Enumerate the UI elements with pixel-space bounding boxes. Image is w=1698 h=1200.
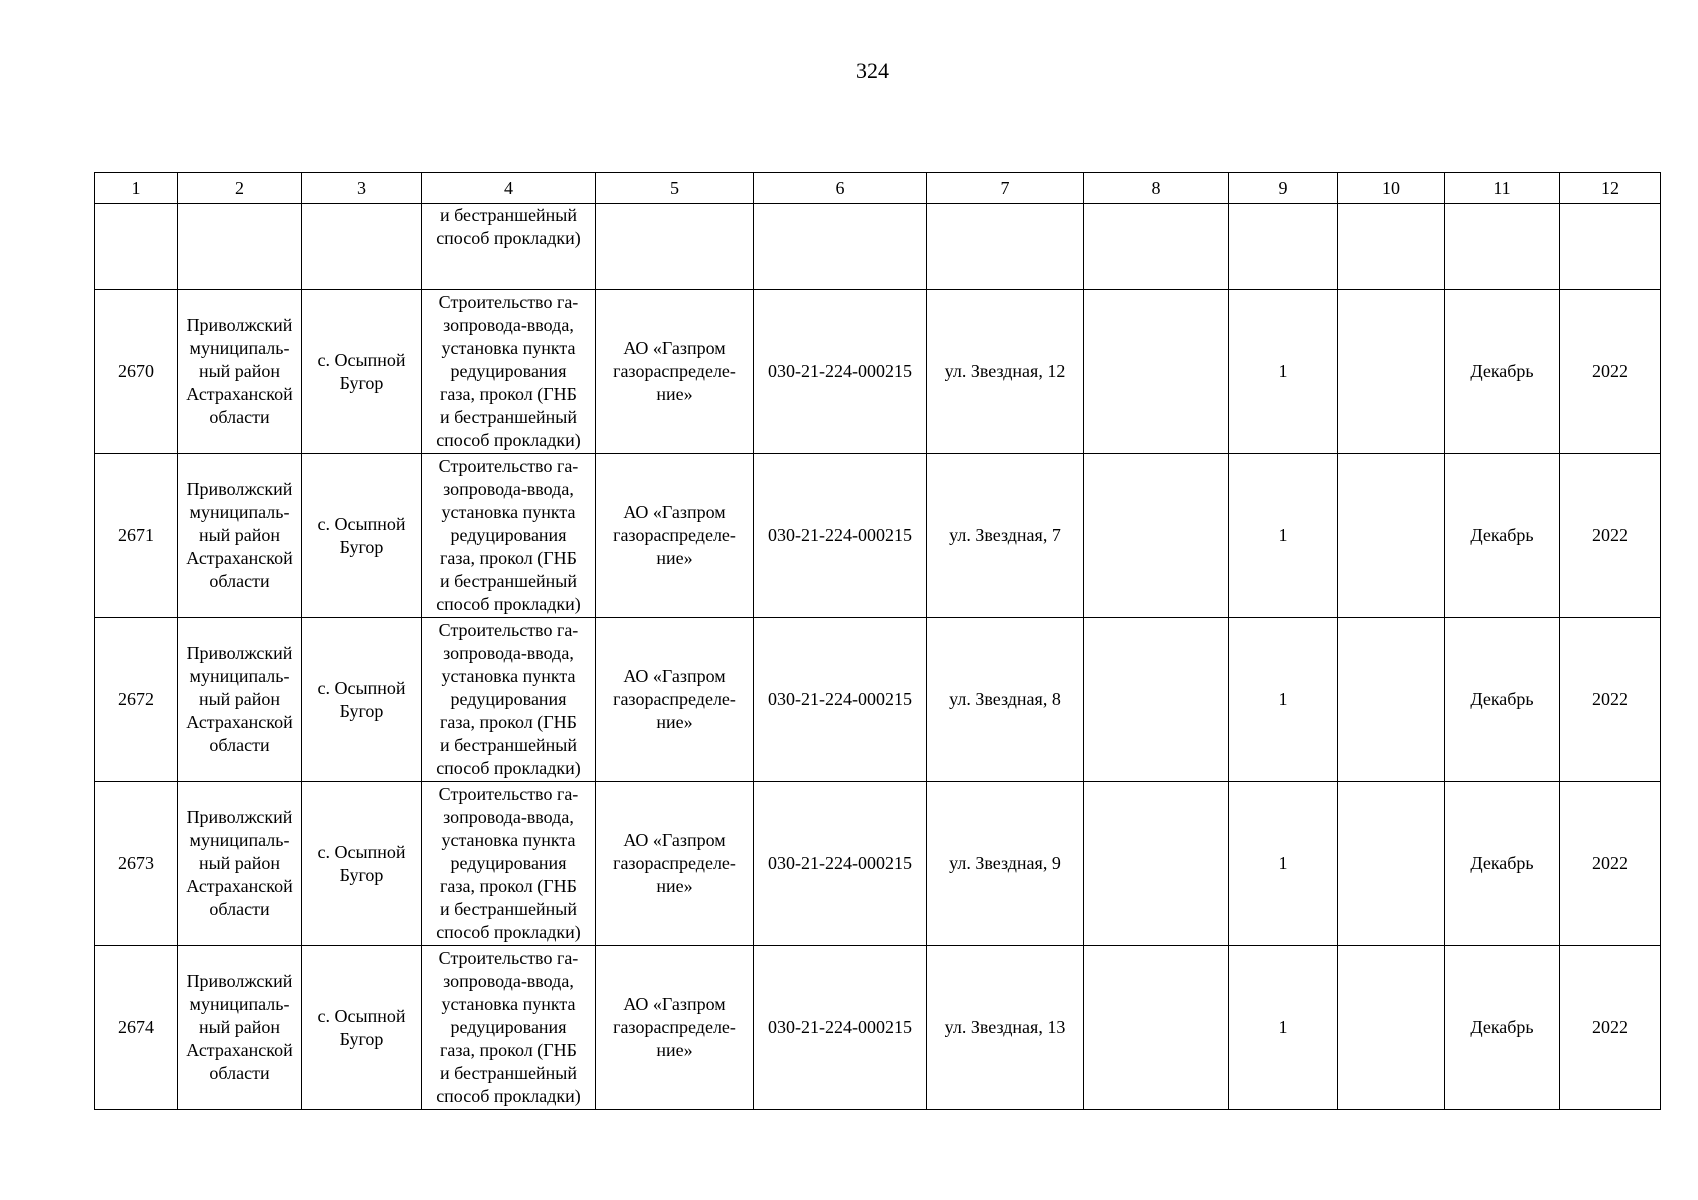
cell-text: с. Осыпной Бугор	[317, 1005, 406, 1049]
table-cell	[927, 454, 1084, 618]
table-cell	[1229, 946, 1338, 1110]
table-cell	[1445, 618, 1560, 782]
cell-text: 2670	[118, 361, 154, 381]
header-cell: 9	[1229, 173, 1338, 204]
table-cell	[1084, 782, 1229, 946]
table-cell	[95, 946, 178, 1110]
table-row	[95, 946, 1661, 1110]
table-cell	[1445, 290, 1560, 454]
table-cell	[596, 782, 754, 946]
table-cell	[95, 290, 178, 454]
table-cell	[178, 782, 302, 946]
table-cell	[927, 782, 1084, 946]
cell-text: 2022	[1592, 361, 1628, 381]
cell-text: 030-21-224-000215	[768, 361, 912, 381]
table-cell	[754, 290, 927, 454]
cell-text: 2022	[1592, 1017, 1628, 1037]
table-cell	[302, 290, 422, 454]
cell-text: Декабрь	[1470, 525, 1534, 545]
table-cell	[1338, 290, 1445, 454]
cell-text: Строительство га- зопровода-ввода, установка пункта редуцирования газа, прокол (ГНБ и бестраншейный способ прокладки)	[436, 456, 581, 614]
table-cell	[1229, 618, 1338, 782]
cell-text: 030-21-224-000215	[768, 1017, 912, 1037]
cell-text: Декабрь	[1470, 361, 1534, 381]
table-cell	[1084, 204, 1229, 290]
cell-text: Строительство га- зопровода-ввода, установка пункта редуцирования газа, прокол (ГНБ и бестраншейный способ прокладки)	[436, 784, 581, 942]
table-cell	[1338, 618, 1445, 782]
table-cell	[1084, 618, 1229, 782]
header-cell: 2	[178, 173, 302, 204]
cell-text: 1	[1278, 853, 1288, 873]
cell-text: Приволжский муниципаль- ный район Астраханской области	[186, 643, 293, 755]
cell-text: Декабрь	[1470, 689, 1534, 709]
table-cell	[1229, 204, 1338, 290]
table-cell	[927, 946, 1084, 1110]
cell-text: ул. Звездная, 13	[944, 1017, 1066, 1037]
cell-text: Декабрь	[1470, 853, 1534, 873]
table-cell	[1229, 454, 1338, 618]
table-cell	[422, 782, 596, 946]
table-cell	[1445, 782, 1560, 946]
table-cell	[422, 290, 596, 454]
cell-text: 2671	[118, 525, 154, 545]
table-cell	[1445, 454, 1560, 618]
table-cell	[1229, 290, 1338, 454]
table-row	[95, 454, 1661, 618]
cell-text: АО «Газпром газораспределе- ние»	[613, 994, 736, 1060]
cell-text: 2672	[118, 689, 154, 709]
table-cell	[302, 946, 422, 1110]
header-cell: 5	[596, 173, 754, 204]
table-cell	[1560, 618, 1661, 782]
cell-text: с. Осыпной Бугор	[317, 677, 406, 721]
cell-text: 2022	[1592, 689, 1628, 709]
table-cell	[596, 946, 754, 1110]
cell-text: АО «Газпром газораспределе- ние»	[613, 502, 736, 568]
table-cell	[754, 946, 927, 1110]
table-cell	[1560, 946, 1661, 1110]
cell-text: с. Осыпной Бугор	[317, 349, 406, 393]
table-cell: и бестраншейный способ прокладки)	[422, 204, 596, 290]
cell-text: с. Осыпной Бугор	[317, 841, 406, 885]
table-cell	[596, 454, 754, 618]
table-row	[95, 782, 1661, 946]
table-row	[95, 290, 1661, 454]
header-cell: 8	[1084, 173, 1229, 204]
cell-text: 2674	[118, 1017, 154, 1037]
cell-text: 1	[1278, 361, 1288, 381]
cell-text: 2673	[118, 853, 154, 873]
table-cell	[754, 454, 927, 618]
table-cell	[1338, 454, 1445, 618]
table-cell	[178, 290, 302, 454]
table-cell	[1560, 782, 1661, 946]
header-cell: 3	[302, 173, 422, 204]
page-number: 324	[856, 58, 889, 83]
header-cell: 1	[95, 173, 178, 204]
table-cell	[596, 290, 754, 454]
table-cell	[302, 618, 422, 782]
data-table	[94, 172, 1661, 1110]
cell-text: 1	[1278, 689, 1288, 709]
table-cell	[754, 782, 927, 946]
table-cell	[95, 204, 178, 290]
table-cell	[422, 946, 596, 1110]
table-cell	[1560, 454, 1661, 618]
cell-text: 2022	[1592, 853, 1628, 873]
cell-text: АО «Газпром газораспределе- ние»	[613, 338, 736, 404]
table-cell	[927, 618, 1084, 782]
cell-text: 2022	[1592, 525, 1628, 545]
cell-text: 030-21-224-000215	[768, 689, 912, 709]
cell-text: Строительство га- зопровода-ввода, установка пункта редуцирования газа, прокол (ГНБ и бестраншейный способ прокладки)	[436, 948, 581, 1106]
table-cell	[1229, 782, 1338, 946]
cell-text: ул. Звездная, 8	[949, 689, 1061, 709]
table-cell	[1338, 204, 1445, 290]
cell-text: с. Осыпной Бугор	[317, 513, 406, 557]
table-cell	[1084, 290, 1229, 454]
table-cell	[1338, 782, 1445, 946]
header-row	[95, 173, 1661, 204]
cell-text: Приволжский муниципаль- ный район Астраханской области	[186, 971, 293, 1083]
table-cell	[1338, 946, 1445, 1110]
table-cell	[302, 204, 422, 290]
table-cell	[596, 618, 754, 782]
header-cell: 12	[1560, 173, 1661, 204]
cell-text: ул. Звездная, 12	[944, 361, 1066, 381]
table-cell	[422, 454, 596, 618]
cell-text: Строительство га- зопровода-ввода, установка пункта редуцирования газа, прокол (ГНБ и бестраншейный способ прокладки)	[436, 292, 581, 450]
table-cell	[302, 454, 422, 618]
table-cell	[596, 204, 754, 290]
cell-text: ул. Звездная, 7	[949, 525, 1061, 545]
table-cell	[1445, 204, 1560, 290]
table-cell	[178, 204, 302, 290]
cell-text: 030-21-224-000215	[768, 853, 912, 873]
header-cell: 10	[1338, 173, 1445, 204]
table-cell	[754, 204, 927, 290]
cell-text: АО «Газпром газораспределе- ние»	[613, 666, 736, 732]
table-cell	[1084, 946, 1229, 1110]
table-cell	[95, 782, 178, 946]
table-cell	[178, 946, 302, 1110]
header-cell: 11	[1445, 173, 1560, 204]
table-cell	[178, 618, 302, 782]
cell-text: АО «Газпром газораспределе- ние»	[613, 830, 736, 896]
table-cell	[1560, 204, 1661, 290]
table-row	[95, 618, 1661, 782]
table-cell	[302, 782, 422, 946]
header-cell: 4	[422, 173, 596, 204]
table-cell	[927, 290, 1084, 454]
table-cell	[754, 618, 927, 782]
table-cell	[178, 454, 302, 618]
table-cell	[422, 618, 596, 782]
cell-text: ул. Звездная, 9	[949, 853, 1061, 873]
cell-text: 1	[1278, 525, 1288, 545]
table-cell	[927, 204, 1084, 290]
table-cell	[95, 454, 178, 618]
cell-text: 1	[1278, 1017, 1288, 1037]
cell-text: Строительство га- зопровода-ввода, установка пункта редуцирования газа, прокол (ГНБ и бестраншейный способ прокладки)	[436, 620, 581, 778]
header-cell: 6	[754, 173, 927, 204]
table-cell	[1084, 454, 1229, 618]
cell-text: Декабрь	[1470, 1017, 1534, 1037]
table-body	[95, 173, 1661, 1110]
table-cell	[1560, 290, 1661, 454]
cell-text: 030-21-224-000215	[768, 525, 912, 545]
table-cell	[1445, 946, 1560, 1110]
table-cell	[95, 618, 178, 782]
header-cell: 7	[927, 173, 1084, 204]
continuation-row	[95, 204, 1661, 290]
cell-text: Приволжский муниципаль- ный район Астраханской области	[186, 807, 293, 919]
cell-text: Приволжский муниципаль- ный район Астраханской области	[186, 315, 293, 427]
cell-text: Приволжский муниципаль- ный район Астраханской области	[186, 479, 293, 591]
